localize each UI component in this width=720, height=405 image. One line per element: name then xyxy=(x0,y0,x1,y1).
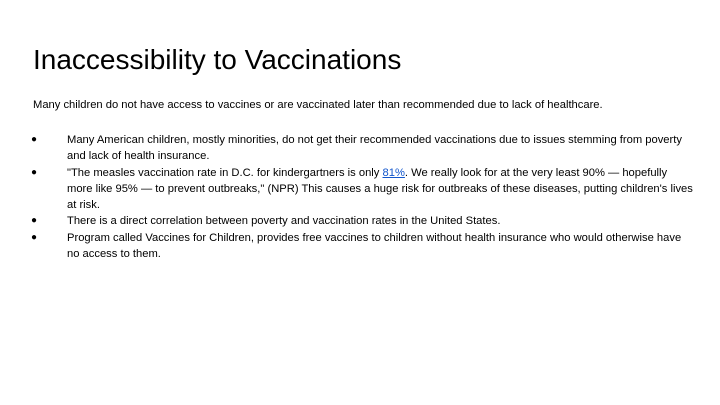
bullet-list xyxy=(33,132,693,262)
bullet-item xyxy=(33,165,693,214)
bullet-dot-icon: ● xyxy=(31,134,38,145)
bullet-text: There is a direct correlation between poverty and vaccination rates in the United States. xyxy=(67,215,501,228)
bullet-text: Program called Vaccines for Children, provides free vaccines to children without health insurance who would otherwise have no access to them. xyxy=(67,231,682,261)
bullet-text-before-link: "The measles vaccination rate in D.C. for kindergartners is only xyxy=(67,166,383,179)
bullet-text-after-link: . We really look for at the very least 90% — hopefully more like 95% — to prevent outbreaks," (NPR) This causes a huge risk for outbreaks of these diseases, putting children's lives at risk. xyxy=(67,166,693,212)
bullet-dot-icon: ● xyxy=(31,231,38,243)
bullet-dot-icon: ● xyxy=(31,215,38,227)
slide-title: Inaccessibility to Vaccinations xyxy=(33,44,402,75)
bullet-item xyxy=(33,213,693,229)
measles-rate-link[interactable]: 81% xyxy=(382,166,405,179)
intro-text: Many children do not have access to vaccines or are vaccinated later than recommended due to lack of healthcare. xyxy=(33,99,603,111)
bullet-item xyxy=(33,132,693,165)
bullet-dot-icon: ● xyxy=(31,166,38,178)
bullet-text: Many American children, mostly minorities, do not get their recommended vaccinations due to issues stemming from poverty and lack of health insurance. xyxy=(67,134,682,163)
bullet-item xyxy=(33,230,693,263)
